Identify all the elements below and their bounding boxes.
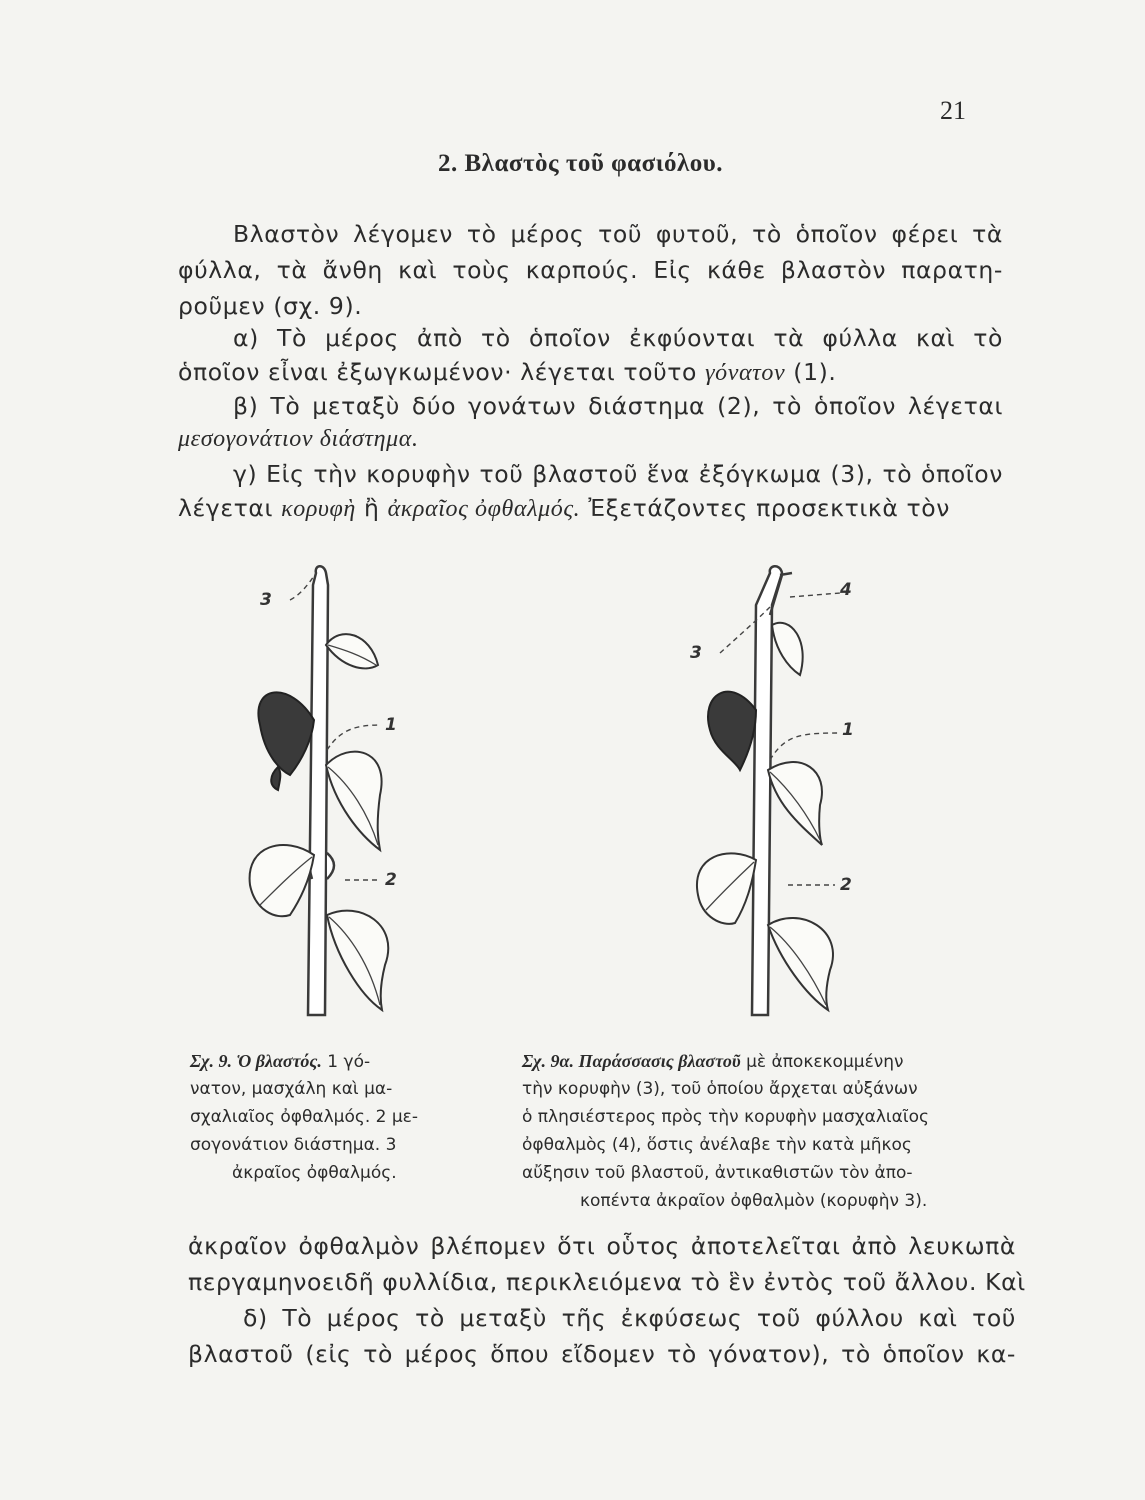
text-line: βλαστοῦ (εἰς τὸ μέρος ὅπου εἴδομεν τὸ γόνατον), τὸ ὁποῖον κα- bbox=[188, 1340, 1016, 1368]
text-line: ἀκραῖον ὀφθαλμὸν βλέπομεν ὅτι οὗτος ἀποτελεῖται ἀπὸ λευκωπὰ bbox=[188, 1232, 1016, 1260]
leaf-lower bbox=[768, 918, 833, 1010]
callout-4 bbox=[790, 593, 840, 597]
term-gonaton: γόνατον bbox=[705, 360, 786, 386]
text-line: γ) Εἰς τὴν κορυφὴν τοῦ βλαστοῦ ἕνα ἐξόγκωμα (3), τὸ ὁποῖον bbox=[233, 460, 1003, 488]
label-2: 2 bbox=[385, 870, 397, 890]
label-3: 3 bbox=[690, 643, 702, 663]
text-line: Βλαστὸν λέγομεν τὸ μέρος τοῦ φυτοῦ, τὸ ὁποῖον φέρει τὰ bbox=[233, 220, 1003, 248]
text-line: περγαμηνοειδῆ φυλλίδια, περικλειόμενα τὸ ἓν ἐντὸς τοῦ ἄλλου. Καὶ bbox=[188, 1268, 1026, 1296]
section-title: 2. Βλαστὸς τοῦ φασιόλου. bbox=[438, 150, 723, 177]
text-span: Ἐξετάζοντες προσεκτικὰ τὸν bbox=[580, 494, 950, 522]
caption-line: σογονάτιον διάστημα. 3 bbox=[190, 1135, 397, 1155]
caption-line bbox=[190, 1048, 370, 1075]
text-line bbox=[178, 494, 1003, 523]
label-1: 1 bbox=[385, 715, 397, 735]
page-number: 21 bbox=[940, 96, 966, 125]
text-span: ἢ bbox=[355, 494, 388, 522]
text-line: δ) Τὸ μέρος τὸ μεταξὺ τῆς ἐκφύσεως τοῦ φύλλου καὶ τοῦ bbox=[243, 1304, 1016, 1332]
leaf-left-lower bbox=[250, 845, 314, 916]
caption-line: ἀκραῖος ὀφθαλμός. bbox=[232, 1163, 397, 1183]
label-1: 1 bbox=[842, 720, 854, 740]
text-span: (1). bbox=[785, 358, 837, 386]
caption-text: μὲ ἀποκεκομμένην bbox=[740, 1052, 904, 1072]
figure-right-stem bbox=[680, 555, 880, 1035]
leaf-mid bbox=[326, 752, 382, 850]
caption-line: νατον, μασχάλη καὶ μα- bbox=[190, 1079, 393, 1099]
label-3: 3 bbox=[260, 590, 272, 610]
text-span: ὁποῖον εἶναι ἐξωγκωμένον· λέγεται τοῦτο bbox=[178, 358, 706, 386]
leaf-dark-tip bbox=[271, 767, 280, 790]
text-line: α) Τὸ μέρος ἀπὸ τὸ ὁποῖον ἐκφύονται τὰ φύλλα καὶ τὸ bbox=[233, 324, 1003, 352]
caption-line: αὔξησιν τοῦ βλαστοῦ, ἀντικαθιστῶν τὸν ἀπο- bbox=[522, 1163, 913, 1183]
text-line bbox=[178, 358, 836, 387]
caption-line: ὁ πλησιέστερος πρὸς τὴν κορυφὴν μασχαλιαῖος bbox=[522, 1107, 929, 1127]
leaf-top bbox=[772, 623, 803, 675]
text-line: μεσογονάτιον διάστημα. bbox=[178, 426, 419, 452]
term-koryfi: κορυφὴ bbox=[281, 496, 356, 522]
caption-line: σχαλιαῖος ὀφθαλμός. 2 με- bbox=[190, 1107, 418, 1127]
leaf-dark bbox=[258, 692, 314, 775]
caption-line: τὴν κορυφὴν (3), τοῦ ὁποίου ἄρχεται αὐξάνων bbox=[522, 1079, 918, 1099]
label-2: 2 bbox=[840, 875, 852, 895]
text-line: φύλλα, τὰ ἄνθη καὶ τοὺς καρπούς. Εἰς κάθε βλαστὸν παρατη- bbox=[178, 256, 1003, 284]
caption-title: Σχ. 9α. Παράσσασις βλαστοῦ bbox=[522, 1051, 741, 1071]
leaf-dark bbox=[708, 692, 756, 770]
caption-line: ὀφθαλμὸς (4), ὅστις ἀνέλαβε τὴν κατὰ μῆκος bbox=[522, 1135, 912, 1155]
stem bbox=[308, 566, 328, 1015]
leaf-lower bbox=[327, 911, 388, 1010]
text-line: β) Τὸ μεταξὺ δύο γονάτων διάστημα (2), τὸ ὁποῖον λέγεται bbox=[233, 392, 1003, 420]
caption-title: Σχ. 9. Ὁ βλαστός. bbox=[190, 1051, 322, 1071]
label-4: 4 bbox=[840, 580, 852, 600]
figure-left-stem bbox=[230, 555, 460, 1035]
callout-1 bbox=[327, 725, 380, 750]
text-span: λέγεται bbox=[178, 494, 282, 522]
caption-line: κοπέντα ἀκραῖον ὀφθαλμὸν (κορυφὴν 3). bbox=[580, 1191, 928, 1211]
leaf-mid bbox=[768, 762, 822, 845]
caption-line bbox=[522, 1048, 904, 1075]
text-line: ροῦμεν (σχ. 9). bbox=[178, 292, 363, 320]
leaf-top bbox=[326, 634, 378, 668]
term-akraios: ἀκραῖος ὀφθαλμός. bbox=[387, 496, 581, 522]
callout-1 bbox=[770, 733, 840, 760]
caption-text: 1 γό- bbox=[321, 1052, 371, 1072]
